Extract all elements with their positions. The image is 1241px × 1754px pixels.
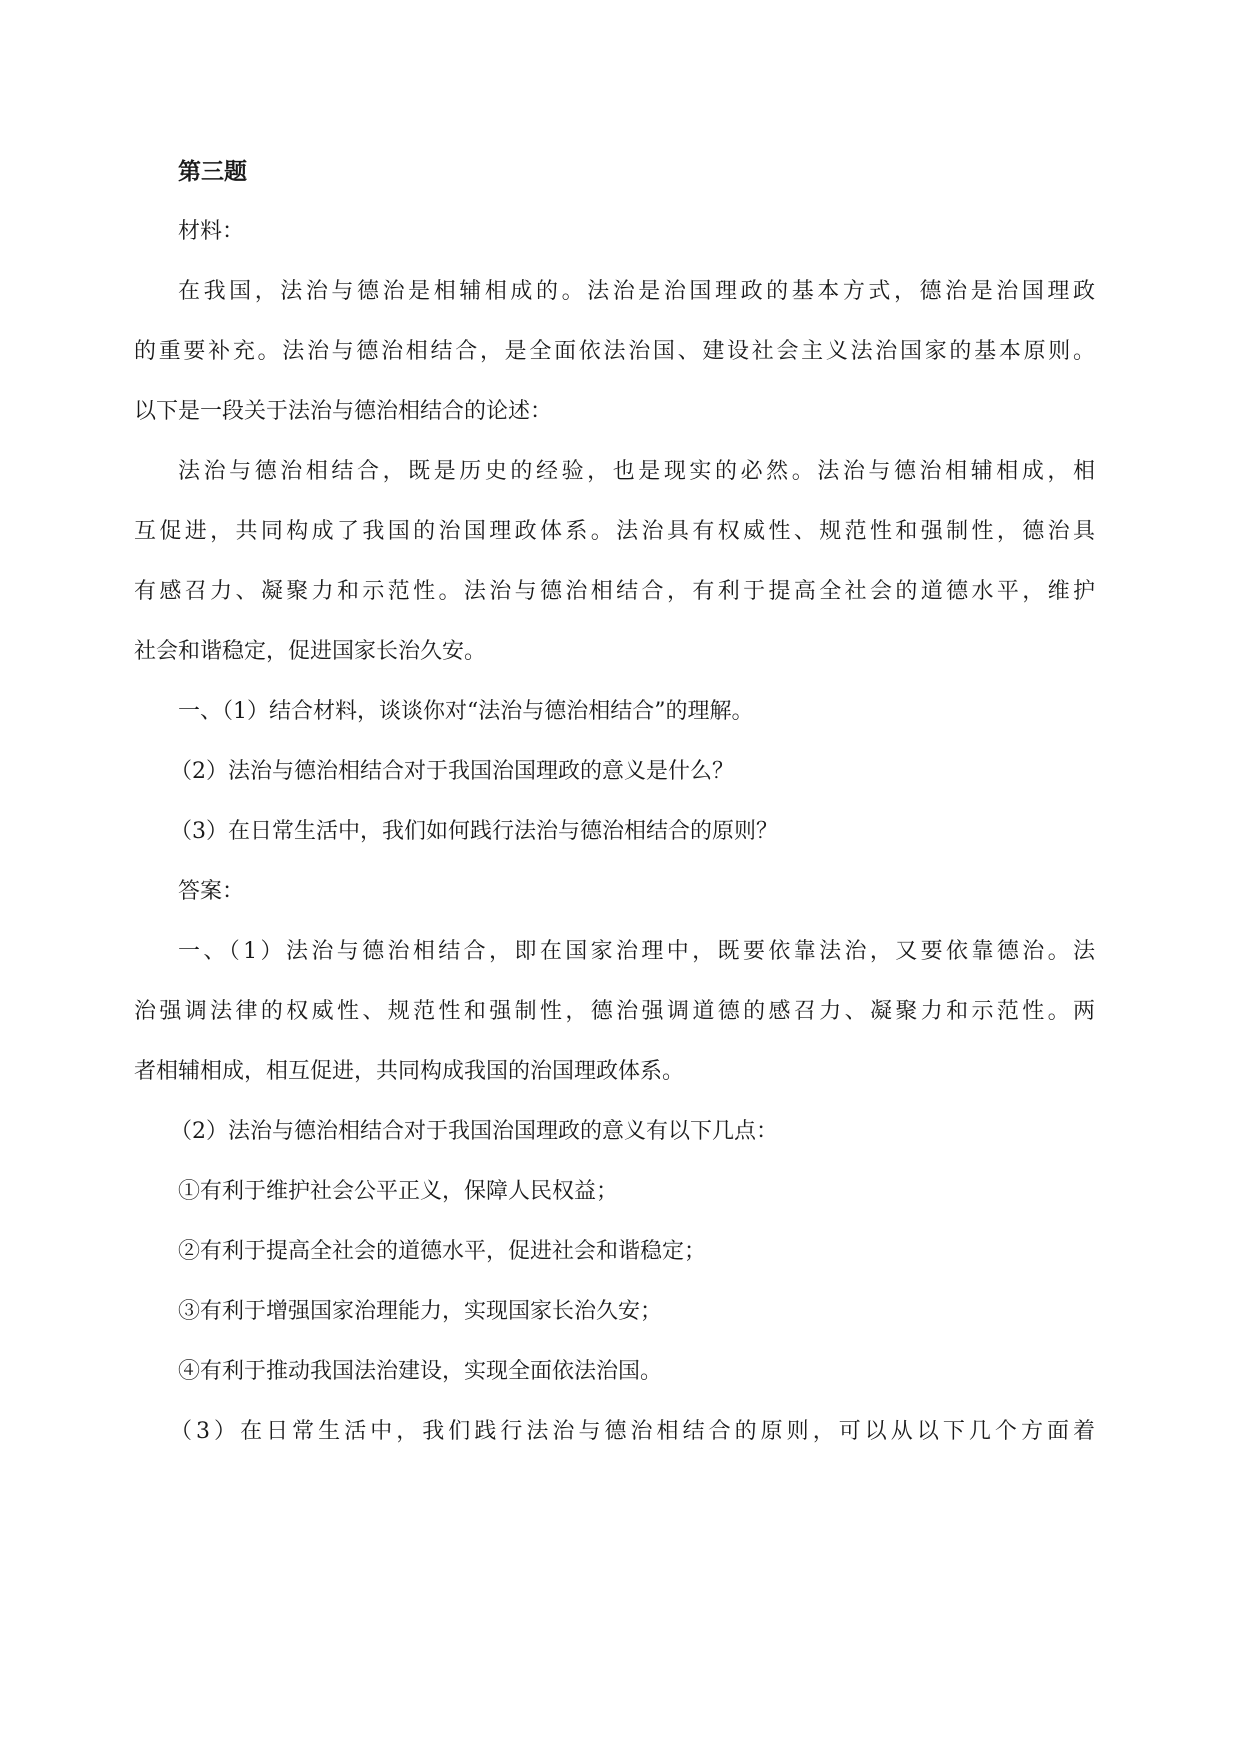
answer2-point-2: ②有利于提高全社会的道德水平，促进社会和谐稳定； bbox=[178, 1239, 707, 1264]
question-2: （2）法治与德治相结合对于我国治国理政的意义是什么？ bbox=[170, 759, 734, 784]
paragraph1-line1: 在我国，法治与德治是相辅相成的。法治是治国理政的基本方式，德治是治国理政 bbox=[178, 279, 1095, 304]
answer2-point-1: ①有利于维护社会公平正义，保障人民权益； bbox=[178, 1179, 619, 1204]
question-heading: 第三题 bbox=[178, 158, 247, 185]
paragraph2-line1: 法治与德治相结合，既是历史的经验，也是现实的必然。法治与德治相辅相成，相 bbox=[178, 459, 1095, 484]
question-1: 一、（1）结合材料，谈谈你对“法治与德治相结合”的理解。 bbox=[178, 699, 754, 724]
answer2-intro: （2）法治与德治相结合对于我国治国理政的意义有以下几点： bbox=[170, 1119, 778, 1144]
answer1-line3: 者相辅相成，相互促进，共同构成我国的治国理政体系。 bbox=[134, 1059, 685, 1084]
material-label: 材料： bbox=[178, 219, 245, 244]
paragraph1-line2: 的重要补充。法治与德治相结合，是全面依法治国、建设社会主义法治国家的基本原则。 bbox=[134, 339, 1095, 364]
answer1-line2: 治强调法律的权威性、规范性和强制性，德治强调道德的感召力、凝聚力和示范性。两 bbox=[134, 999, 1095, 1024]
answer3-intro: （3）在日常生活中，我们践行法治与德治相结合的原则，可以从以下几个方面着 bbox=[170, 1419, 1095, 1444]
answer-label: 答案： bbox=[178, 879, 245, 904]
document-page bbox=[134, 142, 1095, 1462]
answer1-line1: 一、（1）法治与德治相结合，即在国家治理中，既要依靠法治，又要依靠德治。法 bbox=[178, 939, 1095, 964]
question-3: （3）在日常生活中，我们如何践行法治与德治相结合的原则？ bbox=[170, 819, 778, 844]
answer2-point-4: ④有利于推动我国法治建设，实现全面依法治国。 bbox=[178, 1359, 663, 1384]
paragraph1-line3: 以下是一段关于法治与德治相结合的论述： bbox=[134, 399, 553, 424]
paragraph2-line2: 互促进，共同构成了我国的治国理政体系。法治具有权威性、规范性和强制性，德治具 bbox=[134, 519, 1095, 544]
paragraph2-line4: 社会和谐稳定，促进国家长治久安。 bbox=[134, 639, 487, 664]
paragraph2-line3: 有感召力、凝聚力和示范性。法治与德治相结合，有利于提高全社会的道德水平，维护 bbox=[134, 579, 1095, 604]
answer2-point-3: ③有利于增强国家治理能力，实现国家长治久安； bbox=[178, 1299, 663, 1324]
